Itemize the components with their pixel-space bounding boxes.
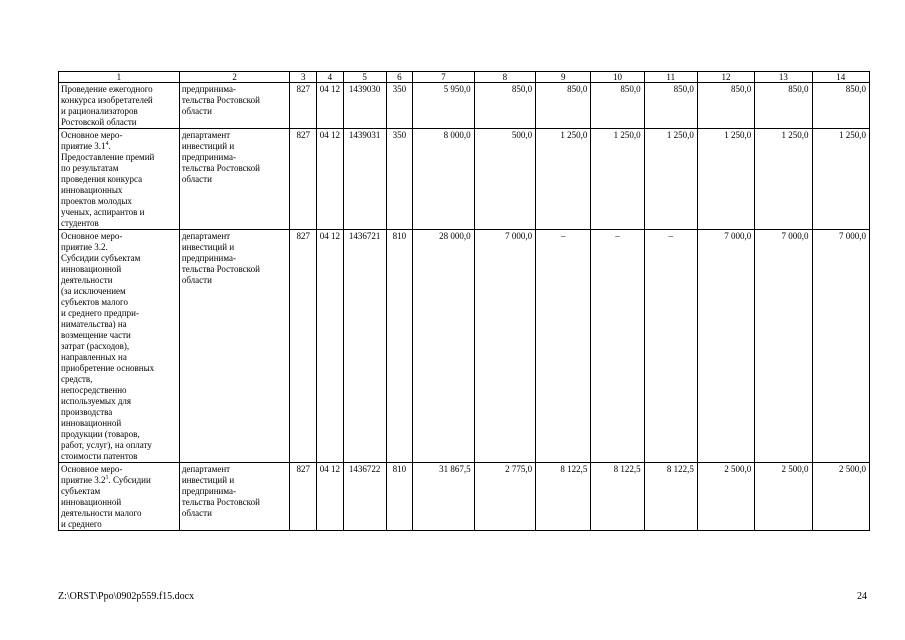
measure-name-cell	[59, 463, 180, 531]
measure-name-continued: . Субсидии субъектам инновационной деятельности малого и среднего	[61, 475, 151, 529]
year-value-cell: 7 000,0	[812, 230, 869, 463]
measure-name-cell	[59, 83, 180, 129]
measure-name-cell	[59, 230, 180, 463]
measure-name: Проведение ежегодного конкурса изобретателей и рационализаторов Ростовской области	[61, 84, 153, 127]
column-number: 8	[474, 72, 535, 83]
document-file-path: Z:\ORST\Ppo\0902p559.f15.docx	[58, 591, 195, 602]
executor-cell: департамент инвестиций и предпринима- тельства Ростовской области	[179, 230, 290, 463]
year-value-cell: 850,0	[591, 83, 644, 129]
column-number: 9	[536, 72, 591, 83]
column-number: 10	[591, 72, 644, 83]
column-number: 3	[290, 72, 317, 83]
year-value-cell: 7 000,0	[697, 230, 754, 463]
executor-cell: департамент инвестиций и предпринима- тельства Ростовской области	[179, 129, 290, 230]
rzpr-cell: 04 12	[317, 230, 344, 463]
rzpr-cell: 04 12	[317, 463, 344, 531]
page-number: 24	[857, 591, 867, 602]
year-value-cell: 2 500,0	[697, 463, 754, 531]
column-number: 14	[812, 72, 869, 83]
year-value-cell: 850,0	[812, 83, 869, 129]
table-row	[59, 463, 870, 531]
column-number: 6	[386, 72, 413, 83]
year-value-cell: 2 775,0	[474, 463, 535, 531]
grbs-cell: 827	[290, 463, 317, 531]
year-value-cell: 1 250,0	[812, 129, 869, 230]
column-number: 4	[317, 72, 344, 83]
grbs-cell: 827	[290, 129, 317, 230]
year-value-cell: 1 250,0	[697, 129, 754, 230]
year-value-cell: 2 500,0	[755, 463, 812, 531]
year-value-cell: 7 000,0	[474, 230, 535, 463]
year-value-cell: 2 500,0	[812, 463, 869, 531]
vr-cell: 350	[386, 83, 413, 129]
year-value-cell: 850,0	[644, 83, 697, 129]
total-cell: 31 867,5	[413, 463, 474, 531]
table-row	[59, 83, 870, 129]
year-value-cell: 850,0	[755, 83, 812, 129]
measure-name: Основное меро- приятие 3.1	[61, 130, 123, 151]
year-value-cell: 8 122,5	[644, 463, 697, 531]
rzpr-cell: 04 12	[317, 83, 344, 129]
column-number: 5	[343, 72, 386, 83]
year-value-cell: –	[536, 230, 591, 463]
column-number: 7	[413, 72, 474, 83]
year-value-cell: 1 250,0	[536, 129, 591, 230]
year-value-cell: 850,0	[536, 83, 591, 129]
measure-name: Основное меро- приятие 3.2. Субсидии субъектам инновационной деятельности (за исключением субъектов малого и среднего предпри- нимательства) на возмещение части затрат (расходов), направленных на приобретение основных средств, непосредственно используемых для производства инновационной продукции (товаров, работ, услуг), на оплату стоимости патентов	[61, 231, 155, 461]
grbs-cell: 827	[290, 230, 317, 463]
csr-cell: 1436722	[343, 463, 386, 531]
measure-name-cell	[59, 129, 180, 230]
measure-name: Основное меро- приятие 3.2	[61, 464, 123, 485]
column-number: 2	[179, 72, 290, 83]
year-value-cell: 850,0	[697, 83, 754, 129]
vr-cell: 810	[386, 230, 413, 463]
year-value-cell: –	[644, 230, 697, 463]
total-cell: 5 950,0	[413, 83, 474, 129]
csr-cell: 1439030	[343, 83, 386, 129]
column-number: 11	[644, 72, 697, 83]
csr-cell: 1436721	[343, 230, 386, 463]
total-cell: 28 000,0	[413, 230, 474, 463]
total-cell: 8 000,0	[413, 129, 474, 230]
footnote-mark: 4	[105, 141, 109, 147]
footnote-mark: 1	[105, 475, 109, 481]
year-value-cell: 850,0	[474, 83, 535, 129]
executor-cell: департамент инвестиций и предпринима- тельства Ростовской области	[179, 463, 290, 531]
rzpr-cell: 04 12	[317, 129, 344, 230]
year-value-cell: 8 122,5	[591, 463, 644, 531]
year-value-cell: 1 250,0	[591, 129, 644, 230]
csr-cell: 1439031	[343, 129, 386, 230]
year-value-cell: 1 250,0	[644, 129, 697, 230]
vr-cell: 350	[386, 129, 413, 230]
column-number: 1	[59, 72, 180, 83]
measure-name-continued: . Предоставление премий по результатам проведения конкурса инновационных проектов молодых ученых, аспирантов и студентов	[61, 141, 155, 228]
year-value-cell: 7 000,0	[755, 230, 812, 463]
year-value-cell: 1 250,0	[755, 129, 812, 230]
table-header-row	[59, 72, 870, 83]
year-value-cell: 8 122,5	[536, 463, 591, 531]
year-value-cell: –	[591, 230, 644, 463]
grbs-cell: 827	[290, 83, 317, 129]
vr-cell: 810	[386, 463, 413, 531]
table-row	[59, 230, 870, 463]
column-number: 12	[697, 72, 754, 83]
year-value-cell: 500,0	[474, 129, 535, 230]
table-row	[59, 129, 870, 230]
column-number: 13	[755, 72, 812, 83]
budget-table	[58, 71, 870, 531]
executor-cell: предпринима- тельства Ростовской области	[179, 83, 290, 129]
